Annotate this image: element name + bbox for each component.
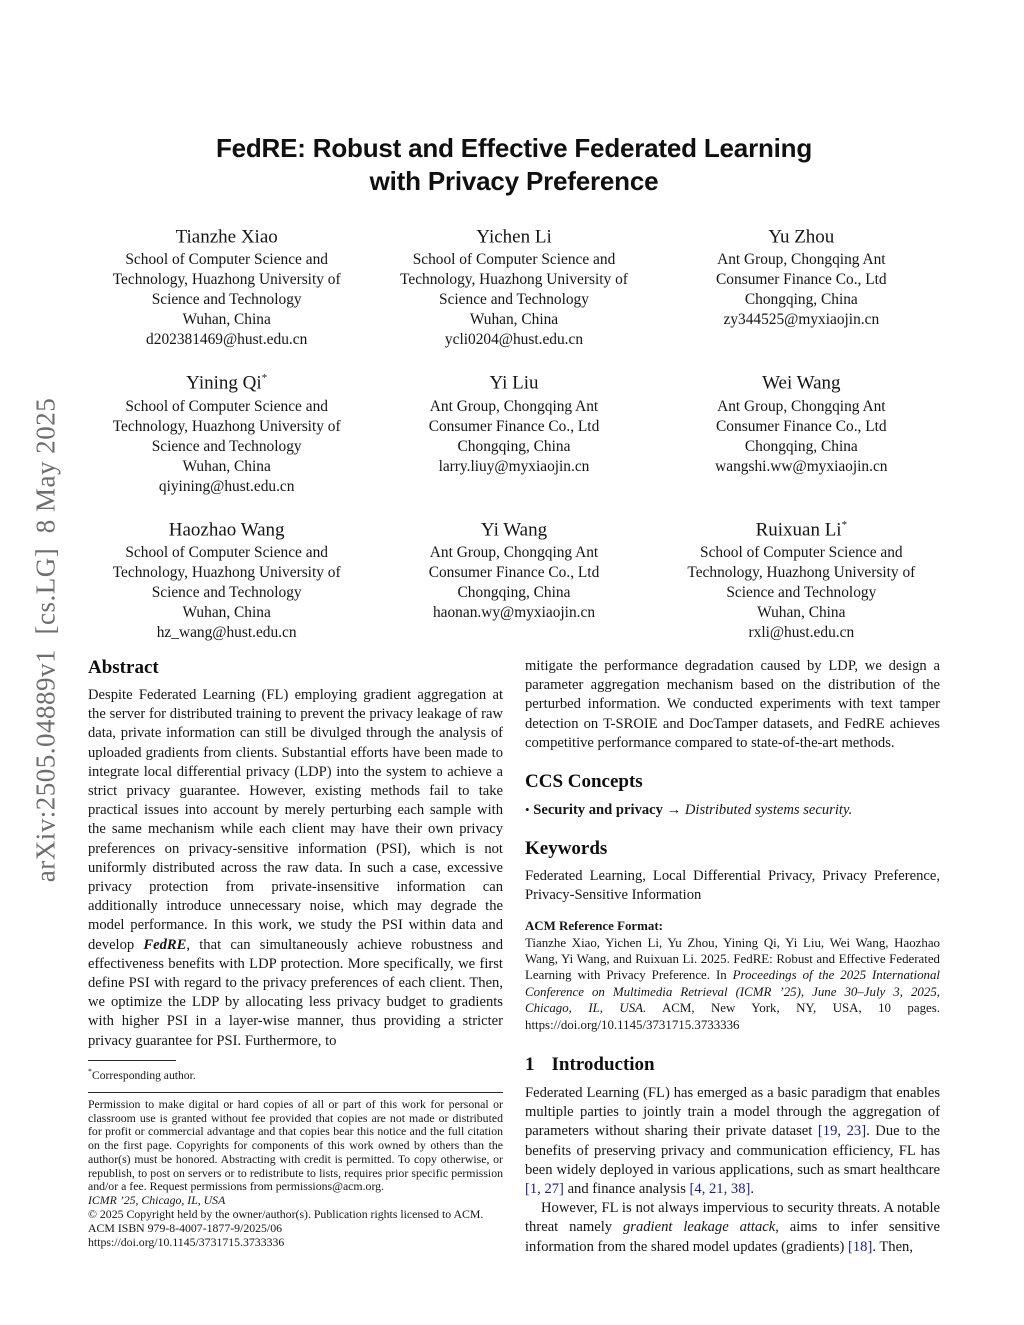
corresponding-marker: * [841, 518, 848, 531]
reference-segment: Tianzhe Xiao, Yichen Li, Yu Zhou, Yining Qi, Yi Liu, Wei Wang, Haozhao Wang, Yi Wang, and Ruixuan Li. 2025. FedRE: Robust and Effective Federated Learning with Privacy Preference. In [525, 935, 940, 983]
left-column [88, 657, 503, 1257]
author-name [88, 366, 365, 395]
keywords-text: Federated Learning, Local Differential Privacy, Privacy Preference, Privacy-Sensitive Information [525, 868, 940, 904]
author-detail-line: Consumer Finance Co., Ltd [716, 417, 887, 435]
author-card-wei-wang [663, 366, 940, 496]
author-detail-line: School of Computer Science and [412, 251, 616, 269]
author-name-text: Haozhao Wang [168, 518, 285, 540]
corresponding-marker: * [261, 372, 268, 385]
footnote-rule [88, 1060, 176, 1061]
intro-segment: . [750, 1181, 755, 1198]
author-details [663, 543, 940, 643]
author-detail-line: School of Computer Science and [125, 251, 328, 269]
footnote-marker: * [88, 1066, 92, 1076]
doi-link[interactable]: https://doi.org/10.1145/3731715.3733336 [88, 1234, 285, 1249]
paper-title-line2: with Privacy Preference [369, 166, 659, 196]
introduction-heading [525, 1054, 940, 1076]
fedre-emphasis: FedRE [143, 936, 187, 953]
author-details [88, 397, 365, 497]
author-card-yi-liu [375, 366, 652, 496]
isbn-line: ACM ISBN 979-8-4007-1877-9/2025/06 [88, 1220, 282, 1235]
author-name-text: Yu Zhou [768, 226, 835, 248]
author-name-text: Tianzhe Xiao [175, 226, 278, 248]
author-detail-line: Chongqing, China [457, 437, 571, 455]
author-detail-line: Wuhan, China [182, 603, 271, 621]
abstract-segment: , that can simultaneously achieve robustness and effectiveness benefits with LDP protection. More specifically, we first define PSI with regard to the privacy preferences of each client. Then, we optimize the LDP by allocating less privacy budget to gradients with higher PSI in a layer-wise manner, thus providing a stricter privacy guarantee for PSI. Furthermore, to [88, 936, 503, 1049]
author-name [88, 220, 365, 249]
author-card-haozhao-wang [88, 513, 365, 643]
permission-statement: Permission to make digital or hard copies of all or part of this work for personal or classroom use is granted without fee provided that copies are not made or distributed for profit or commercial advantage and that copies bear this notice and the full citation on the first page. Copyrights for components of this work owned by others than the author(s) must be honored. Abstracting with credit is permitted. To copy otherwise, or republish, to post on servers or to redistribute to lists, requires prior specific permission and/or a fee. Request permissions from permissions@acm.org. [88, 1096, 503, 1194]
author-detail-line: Technology, Huazhong University of [112, 563, 341, 581]
author-detail-line: Science and Technology [439, 291, 589, 309]
ccs-category: Security and privacy [533, 802, 663, 818]
ccs-concepts-heading: CCS Concepts [525, 771, 643, 792]
ccs-arrow: → [666, 802, 682, 818]
author-detail-line: Science and Technology [726, 583, 877, 601]
author-detail-line: Technology, Huazhong University of [112, 271, 341, 289]
author-detail-line: Wuhan, China [757, 603, 846, 621]
author-details [88, 250, 365, 350]
author-card-yu-zhou [663, 220, 940, 350]
footnote-text: Corresponding author. [92, 1068, 196, 1082]
citation-link[interactable]: [4, 21, 38] [689, 1181, 751, 1198]
reference-segment: ACM, New York, NY, USA, 10 pages. https://doi.org/10.1145/3731715.3733336 [525, 1001, 940, 1032]
author-block [88, 220, 940, 643]
abstract-segment: Despite Federated Learning (FL) employing gradient aggregation at the server for distributed training to prevent the privacy leakage of raw data, private information can still be divulged through the analysis of uploaded gradients from clients. Substantial efforts have been made to integrate local differential privacy (LDP) into the system to achieve a strict privacy guarantee. However, existing methods fail to take practical issues into account by merely perturbing each sample with the same mechanism while each client may have their own privacy preferences on privacy-sensitive information (PSI), which is not uniformly distributed across the raw data. In such a case, excessive privacy protection from private-insensitive information can additionally introduce unnecessary noise, which may degrade the model performance. In this work, we study the PSI within data and develop [88, 686, 503, 953]
author-detail-line: rxli@hust.edu.cn [748, 623, 855, 641]
author-name-text: Ruixuan Li [755, 518, 842, 540]
author-details [375, 543, 652, 623]
paper-title-line1: FedRE: Robust and Effective Federated Learning [215, 133, 813, 163]
conference-venue-line: ICMR ’25, Chicago, IL, USA [88, 1193, 226, 1208]
author-detail-line: Chongqing, China [744, 291, 858, 309]
author-detail-line: Ant Group, Chongqing Ant [429, 397, 599, 415]
author-detail-line: Technology, Huazhong University of [687, 563, 916, 581]
intro-segment: and finance analysis [563, 1181, 690, 1198]
ccs-detail: Distributed systems security. [684, 802, 853, 818]
author-detail-line: Chongqing, China [744, 437, 858, 455]
author-detail-line: Chongqing, China [457, 583, 571, 601]
keywords-heading: Keywords [525, 838, 608, 860]
author-name [375, 220, 652, 249]
author-detail-line: Wuhan, China [182, 457, 271, 475]
corresponding-author-note [88, 1065, 503, 1083]
acm-reference-text [525, 935, 940, 1033]
author-detail-line: Wuhan, China [182, 311, 271, 329]
author-detail-line: hz_wang@hust.edu.cn [156, 623, 297, 641]
author-details [663, 250, 940, 330]
citation-link[interactable]: [19, 23] [817, 1123, 867, 1140]
author-name [663, 513, 940, 542]
arxiv-watermark: arXiv:2505.04889v1 [cs.LG] 8 May 2025 [30, 397, 61, 883]
author-detail-line: School of Computer Science and [700, 543, 903, 561]
author-detail-line: Ant Group, Chongqing Ant [717, 397, 886, 415]
intro-segment: , aims to infer sensitive information from the shared model updates (gradients) [525, 1219, 940, 1255]
reference-venue-italic: Proceedings of the 2025 International Conference on Multimedia Retrieval (ICMR ’25), June 30–July 3, 2025, Chicago, IL, USA. [525, 968, 941, 1016]
gradient-leakage-attack-italic: gradient leakage attack [622, 1219, 776, 1236]
author-details [663, 397, 940, 477]
author-details [88, 543, 365, 643]
author-name-text: Wei Wang [762, 372, 841, 394]
author-card-yichen-li [375, 220, 652, 350]
author-detail-line: zy344525@myxiaojin.cn [723, 311, 880, 329]
author-detail-line: Science and Technology [151, 583, 302, 601]
paper-first-page [88, 132, 940, 1257]
author-detail-line: ycli0204@hust.edu.cn [444, 331, 584, 349]
section-title: Introduction [551, 1054, 655, 1076]
two-column-body [88, 657, 940, 1257]
author-name [88, 513, 365, 542]
intro-segment: However, FL is not always impervious to security threats. A notable threat namely [525, 1200, 940, 1236]
abstract-continuation: mitigate the performance degradation caused by LDP, we design a parameter aggregation mechanism based on the distribution of the perturbed information. We conducted experiments with text tamper detection on T-SROIE and DocTamper datasets, and FedRE achieves competitive performance compared to state-of-the-art methods. [525, 657, 940, 751]
author-name [375, 513, 652, 542]
introduction-paragraph-1 [525, 1084, 940, 1199]
author-detail-line: Science and Technology [151, 291, 302, 309]
intro-segment: . Then, [872, 1238, 913, 1255]
author-name [375, 366, 652, 395]
abstract-heading: Abstract [88, 656, 159, 678]
author-card-yi-wang [375, 513, 652, 643]
author-name-text: Yining Qi [186, 372, 262, 394]
author-detail-line: School of Computer Science and [125, 397, 328, 415]
paper-title [88, 132, 940, 198]
author-detail-line: Technology, Huazhong University of [400, 271, 628, 289]
author-detail-line: Technology, Huazhong University of [112, 417, 341, 435]
ccs-bullet: • [525, 802, 530, 817]
copyright-block-rule [88, 1092, 503, 1093]
author-detail-line: wangshi.ww@myxiaojin.cn [715, 457, 888, 475]
ccs-concepts-line [525, 800, 940, 820]
copyright-line: © 2025 Copyright held by the owner/author(s). Publication rights licensed to ACM. [88, 1207, 484, 1222]
author-detail-line: qiyining@hust.edu.cn [158, 477, 295, 495]
author-name-text: Yi Wang [480, 518, 548, 540]
author-card-tianzhe-xiao [88, 220, 365, 350]
author-name [663, 220, 940, 249]
author-card-yining-qi [88, 366, 365, 496]
author-detail-line: larry.liuy@myxiaojin.cn [438, 457, 590, 475]
author-detail-line: Science and Technology [151, 437, 302, 455]
author-detail-line: Consumer Finance Co., Ltd [428, 563, 600, 581]
author-name-text: Yichen Li [476, 226, 552, 248]
introduction-paragraph-2 [525, 1199, 940, 1257]
author-name-text: Yi Liu [489, 372, 539, 394]
citation-link[interactable]: [18] [848, 1238, 873, 1255]
author-details [375, 397, 652, 477]
right-column [525, 657, 940, 1257]
author-detail-line: School of Computer Science and [125, 543, 328, 561]
author-detail-line: Wuhan, China [469, 311, 559, 329]
intro-segment: . Due to the benefits of preserving privacy and communication efficiency, FL has been widely deployed in various applications, such as smart healthcare [525, 1123, 940, 1178]
author-detail-line: Ant Group, Chongqing Ant [717, 251, 886, 269]
author-detail-line: Consumer Finance Co., Ltd [428, 417, 600, 435]
intro-segment: Federated Learning (FL) has emerged as a basic paradigm that enables multiple parties to jointly train a model through the aggregation of parameters without sharing their private dataset [525, 1085, 940, 1140]
author-detail-line: haonan.wy@myxiaojin.cn [432, 603, 596, 621]
citation-link[interactable]: [1, 27] [525, 1181, 564, 1198]
acm-reference-format-heading: ACM Reference Format: [525, 918, 663, 933]
author-name [663, 366, 940, 395]
author-detail-line: d202381469@hust.edu.cn [146, 331, 308, 349]
abstract-text [88, 686, 503, 1051]
author-detail-line: Consumer Finance Co., Ltd [716, 271, 887, 289]
section-number: 1 [525, 1054, 535, 1076]
author-card-ruixuan-li [663, 513, 940, 643]
author-details [375, 250, 652, 350]
author-detail-line: Ant Group, Chongqing Ant [429, 543, 599, 561]
